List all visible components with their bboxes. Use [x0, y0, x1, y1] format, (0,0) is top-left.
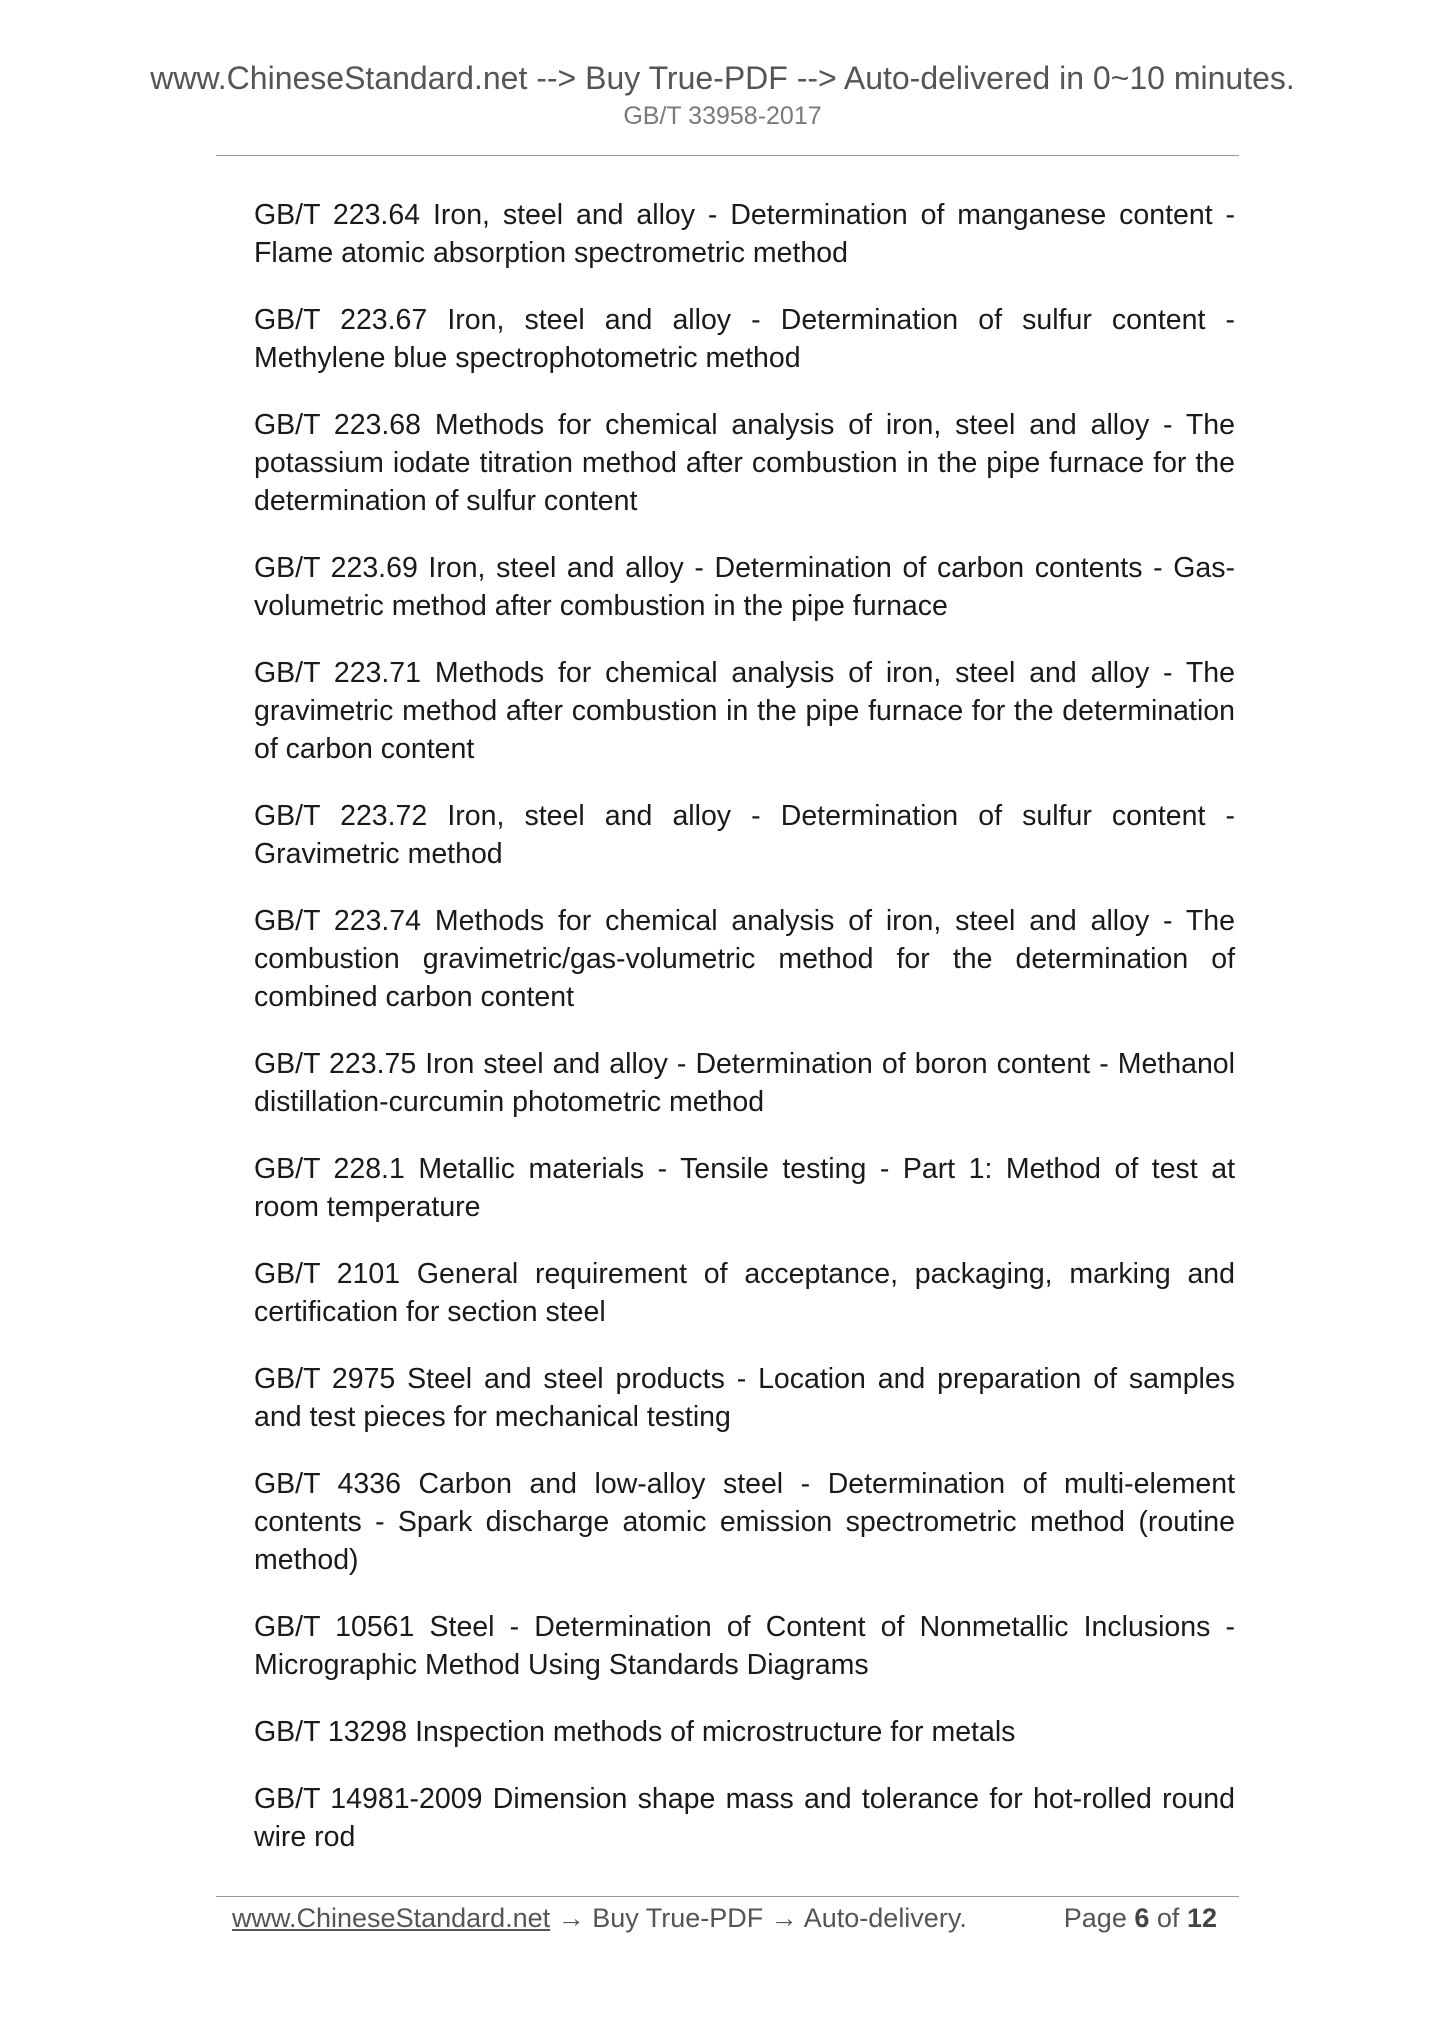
website-link[interactable]: www.ChineseStandard.net [232, 1903, 551, 1933]
page-total: 12 [1186, 1903, 1217, 1933]
reference-item: GB/T 10561 Steel - Determination of Content of Nonmetallic Inclusions - Micrographic Method Using Standards Diagrams [254, 1611, 1235, 1681]
page-current: 6 [1134, 1903, 1150, 1933]
page-footer [232, 1898, 1222, 1938]
reference-item: GB/T 223.67 Iron, steel and alloy - Determination of sulfur content - Methylene blue spectrophotometric method [254, 304, 1235, 374]
footer-divider [216, 1896, 1239, 1897]
reference-item: GB/T 223.71 Methods for chemical analysis of iron, steel and alloy - The gravimetric method after combustion in the pipe furnace for the determination of carbon content [254, 657, 1235, 765]
reference-item: GB/T 223.68 Methods for chemical analysis of iron, steel and alloy - The potassium iodate titration method after combustion in the pipe furnace for the determination of sulfur content [254, 409, 1235, 517]
footer-promo-text: → Buy True-PDF → Auto-delivery. [550, 1903, 967, 1933]
reference-item: GB/T 223.75 Iron steel and alloy - Determination of boron content - Methanol distillation-curcumin photometric method [254, 1048, 1235, 1118]
header-promo-text: www.ChineseStandard.net --> Buy True-PDF --> Auto-delivered in 0~10 minutes. [150, 60, 1295, 96]
page-number [1064, 1898, 1217, 1938]
reference-item: GB/T 223.74 Methods for chemical analysis of iron, steel and alloy - The combustion gravimetric/gas-volumetric method for the determination of combined carbon content [254, 905, 1235, 1013]
page-word: Page [1063, 1903, 1127, 1933]
reference-item: GB/T 13298 Inspection methods of microstructure for metals [254, 1716, 1016, 1748]
footer-promo [232, 1903, 967, 1933]
normative-references-list [254, 196, 1235, 1885]
reference-item: GB/T 223.69 Iron, steel and alloy - Determination of carbon contents - Gas-volumetric method after combustion in the pipe furnace [254, 552, 1235, 622]
page-header [0, 58, 1445, 132]
reference-item: GB/T 223.72 Iron, steel and alloy - Determination of sulfur content - Gravimetric method [254, 800, 1235, 870]
of-word: of [1156, 1903, 1180, 1933]
reference-item: GB/T 14981-2009 Dimension shape mass and tolerance for hot-rolled round wire rod [254, 1783, 1235, 1853]
header-divider [216, 155, 1239, 156]
reference-item: GB/T 223.64 Iron, steel and alloy - Determination of manganese content - Flame atomic absorption spectrometric method [254, 199, 1235, 269]
reference-item: GB/T 228.1 Metallic materials - Tensile testing - Part 1: Method of test at room temperature [254, 1153, 1235, 1223]
reference-item: GB/T 2101 General requirement of acceptance, packaging, marking and certification for section steel [254, 1258, 1235, 1328]
reference-item: GB/T 4336 Carbon and low-alloy steel - Determination of multi-element contents - Spark discharge atomic emission spectrometric method (routine method) [254, 1468, 1235, 1576]
reference-item: GB/T 2975 Steel and steel products - Location and preparation of samples and test pieces for mechanical testing [254, 1363, 1235, 1433]
header-standard-number: GB/T 33958-2017 [623, 102, 822, 130]
